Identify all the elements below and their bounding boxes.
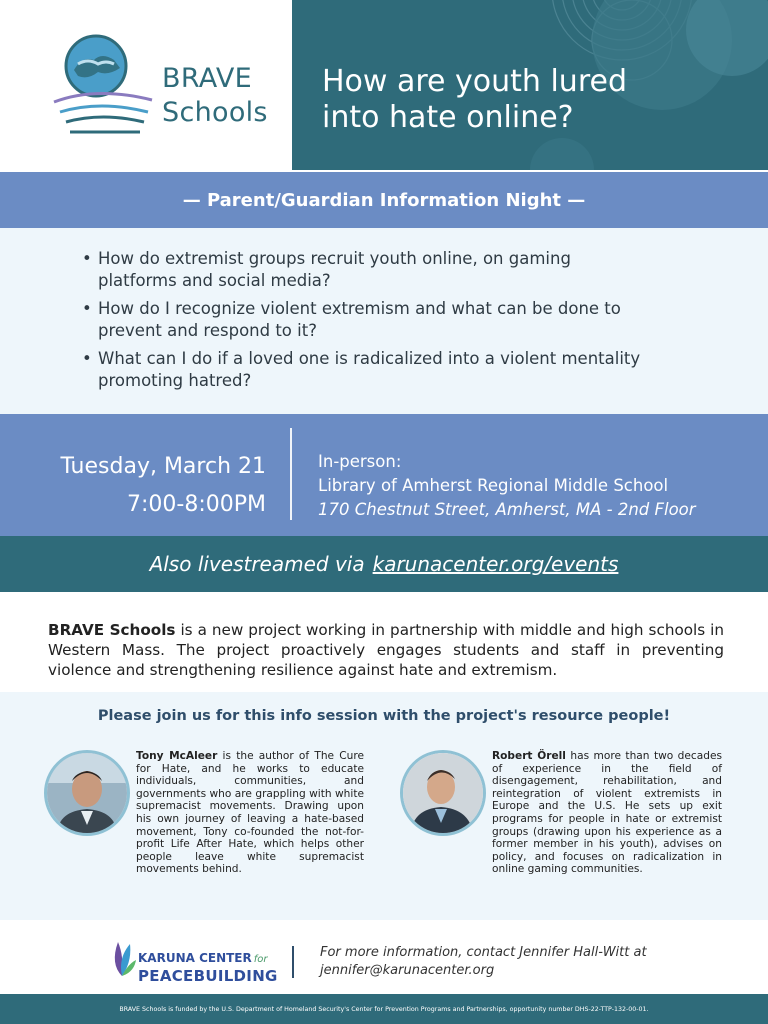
questions-section	[0, 228, 768, 414]
event-time: 7:00-8:00PM	[127, 492, 266, 517]
livestream-link[interactable]: karunacenter.org/events	[372, 552, 619, 576]
logo-wordmark	[162, 62, 268, 130]
event-venue: Library of Amherst Regional Middle School	[318, 476, 669, 495]
event-address: 170 Chestnut Street, Amherst, MA - 2nd Floor	[318, 500, 696, 519]
event-mode: In-person:	[318, 452, 402, 471]
description-project-name: BRAVE Schools	[48, 621, 176, 639]
karuna-line-2: PEACEBUILDING	[138, 967, 278, 985]
description-text: is a new project working in partnership with middle and high schools in Western Mass. The project proactively engages students and staff in preventing violence and strengthening resilience against hate and extremism.	[48, 621, 725, 679]
brave-schools-logo-icon	[48, 30, 158, 138]
avatar	[44, 750, 130, 836]
livestream-banner	[0, 536, 768, 592]
contact-info	[320, 944, 647, 980]
karuna-for-text: for	[253, 954, 268, 965]
bullet-icon: •	[82, 349, 92, 368]
contact-email[interactable]: jennifer@karunacenter.org	[320, 963, 495, 978]
person-portrait-icon	[47, 753, 127, 833]
event-where	[318, 450, 696, 522]
person-bio-text: has more than two decades of experience in the field of disengagement, rehabilitation, and reintegration of violent extremists in Europe and the U.S. He sets up exit programs for people in hate or extremist groups (drawing upon his experience as a former member in his youth), advises on policy, and focuses on radicalization in online gaming communities.	[492, 750, 723, 876]
person-bio	[136, 750, 364, 876]
question-line: prevent and respond to it?	[98, 321, 317, 340]
title-panel	[292, 0, 768, 170]
person-name: Tony McAleer	[136, 750, 218, 762]
contact-line-1: For more information, contact Jennifer Hall-Witt at	[320, 945, 647, 960]
info-night-banner	[0, 172, 768, 228]
logo-panel	[0, 0, 292, 170]
event-when	[60, 448, 266, 524]
question-item	[82, 348, 702, 392]
logo-line-brave: BRAVE	[162, 63, 252, 94]
question-line: How do extremist groups recruit youth online, on gaming	[98, 249, 571, 268]
person-name: Robert Örell	[492, 750, 566, 762]
vertical-divider	[290, 428, 292, 520]
question-line: What can I do if a loved one is radicalized into a violent mentality	[98, 349, 641, 368]
karuna-center-text: KARUNA CENTER	[138, 951, 252, 965]
join-heading: Please join us for this info session with the project's resource people!	[97, 708, 671, 724]
bullet-icon: •	[82, 249, 92, 268]
person-bio	[396, 750, 722, 876]
header	[0, 0, 768, 170]
question-item	[82, 298, 702, 342]
karuna-line-1	[138, 950, 278, 968]
event-date: Tuesday, March 21	[60, 454, 266, 479]
person-bio-text: is the author of The Cure for Hate, and he works to educate individuals, communities, and governments who are grappling with white supremacist movements. Drawing upon his own journey of leaving a hate-based movement, Tony co-founded the not-for-profit Life After Hate, which helps other people leave white supremacist movements behind.	[136, 750, 365, 876]
logo-line-schools: Schools	[162, 97, 268, 128]
funding-text: BRAVE Schools is funded by the U.S. Department of Homeland Security's Center for Prevention Programs and Partnerships, opportunity number DHS-22-TTP-132-00-01.	[119, 1005, 649, 1013]
question-line: promoting hatred?	[98, 371, 252, 390]
event-details	[0, 414, 768, 536]
bullet-icon: •	[82, 299, 92, 318]
question-line: platforms and social media?	[98, 271, 331, 290]
karuna-leaf-logo-icon	[108, 934, 138, 978]
footer-divider	[292, 946, 294, 978]
question-item	[82, 248, 702, 292]
livestream-prefix: Also livestreamed via	[149, 552, 365, 576]
person-bio-wrap	[396, 750, 722, 876]
headline-line-1: How are youth lured	[322, 64, 627, 99]
info-night-label: — Parent/Guardian Information Night —	[182, 189, 586, 211]
question-list	[82, 248, 702, 398]
question-line: How do I recognize violent extremism and what can be done to	[98, 299, 621, 318]
resource-people-section	[0, 692, 768, 920]
page-title	[322, 64, 742, 136]
headline-line-2: into hate online?	[322, 100, 574, 135]
funding-notice	[0, 994, 768, 1024]
footer	[0, 920, 768, 994]
karuna-wordmark	[138, 950, 278, 984]
project-description	[48, 620, 724, 680]
